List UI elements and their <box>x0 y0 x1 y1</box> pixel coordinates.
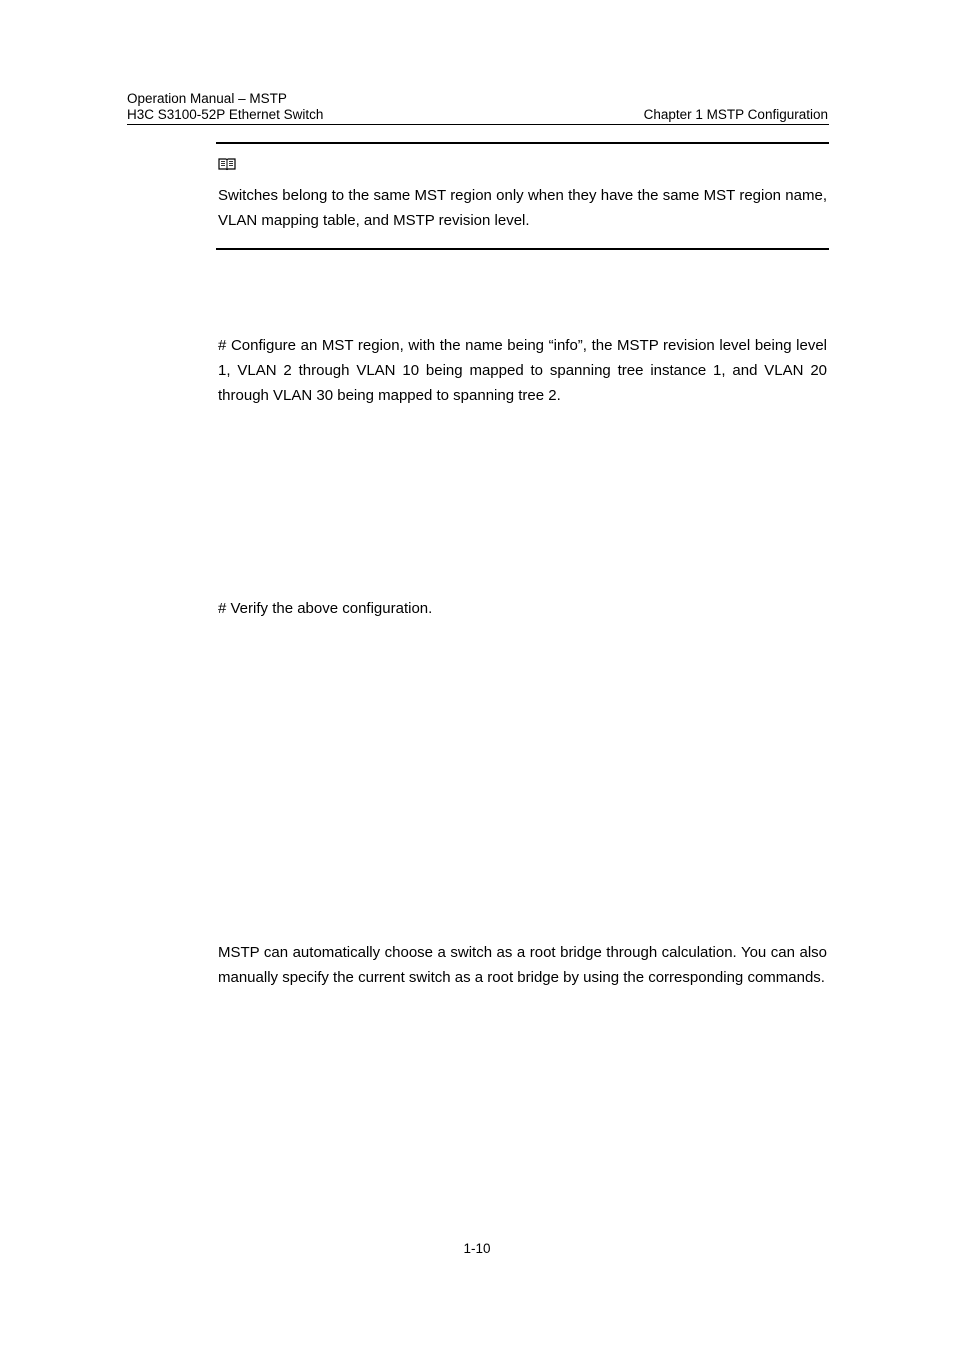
chapter-title: Chapter 1 MSTP Configuration <box>643 107 828 122</box>
note-bottom-divider <box>216 248 829 250</box>
note-top-divider <box>216 142 829 144</box>
page-number: 1-10 <box>463 1241 491 1256</box>
book-icon <box>218 157 236 171</box>
example-intro: # Configure an MST region, with the name being “info”, the MSTP revision level being level 1, VLAN 2 through VLAN 10 being mapped to spanning tree instance 1, and VLAN 20 through VLAN 30 being mapped to spanning tree 2. <box>218 337 827 404</box>
manual-title: Operation Manual – MSTP <box>127 91 287 106</box>
note-text: Switches belong to the same MST region only when they have the same MST region name, VLAN mapping table, and MSTP revision level. <box>218 187 827 229</box>
root-bridge-text: MSTP can automatically choose a switch as a root bridge through calculation. You can also manually specify the current switch as a root bridge by using the corresponding commands. <box>218 944 827 986</box>
verify-text: # Verify the above configuration. <box>218 600 433 617</box>
page-header-left <box>127 91 323 123</box>
product-name: H3C S3100-52P Ethernet Switch <box>127 107 324 122</box>
header-divider <box>127 124 829 125</box>
